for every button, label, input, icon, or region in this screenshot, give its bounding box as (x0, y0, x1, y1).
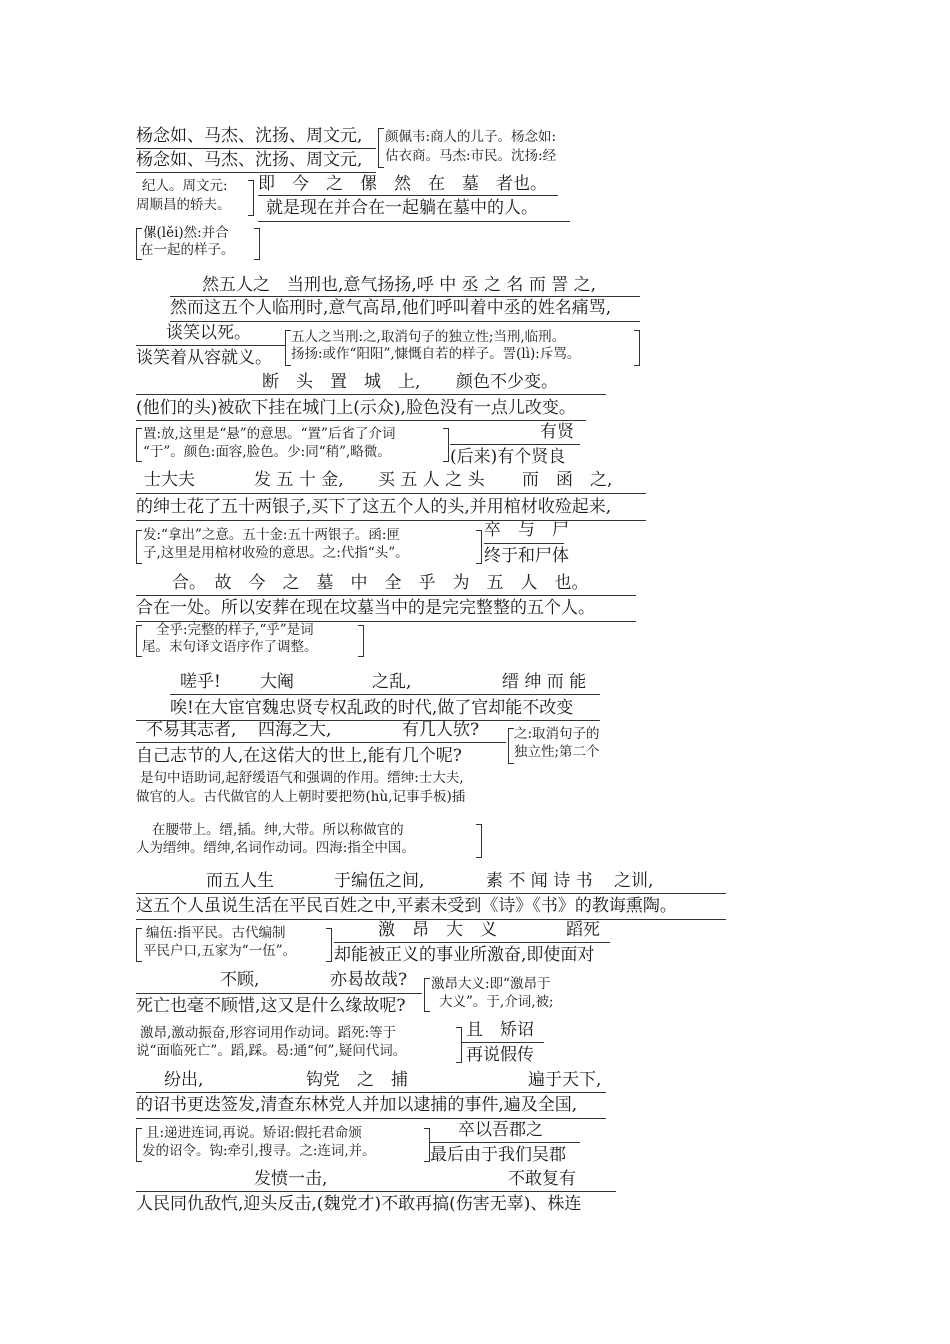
original-line: 卒以吾郡之 (458, 1120, 543, 1140)
note-line: 纪人。周文元: (142, 178, 228, 194)
note-line: 激昂大义:即“激昂于 (431, 976, 551, 992)
underline-rule (136, 172, 376, 173)
original-line: 谈笑以死。 (166, 323, 251, 343)
note-line: 做官的人。古代做官的人上朝时要把笏(hù,记事手板)插 (136, 789, 466, 805)
note-line: 是句中语助词,起舒缓语气和强调的作用。缙绅:士大夫, (140, 770, 464, 786)
translation-line: 的绅士花了五十两银子,买下了这五个人的头,并用棺材收殓起来, (136, 497, 612, 517)
original-line: 发愤一击, (254, 1169, 328, 1189)
note-bracket-right (443, 428, 449, 462)
underline-rule (258, 195, 558, 196)
original-line: 有几人欤? (402, 720, 480, 740)
original-line: 大阉 (260, 672, 294, 692)
translation-line: 这五个人虽说生活在平民百姓之中,平素未受到《诗》《书》的教诲熏陶。 (136, 896, 677, 916)
original-line: 遍于天下, (528, 1070, 602, 1090)
note-line: 激昂,激动振奋,形容词用作动词。蹈死:等于 (140, 1025, 397, 1041)
original-line: 钩党 之 捕 (306, 1070, 408, 1090)
underline-rule (136, 148, 376, 149)
original-line: 蹈死 (566, 920, 600, 940)
note-line: 全乎:完整的样子,“乎”是词 (156, 622, 314, 638)
underline-rule (170, 321, 640, 322)
underline-rule (136, 420, 586, 421)
translation-line: 就是现在并合在一起躺在墓中的人。 (266, 198, 538, 218)
note-line: 子,这里是用棺材收殓的意思。之:代指“头”。 (143, 545, 409, 561)
translation-line: (后来)有个贤良 (450, 447, 566, 467)
note-line: 编伍:指平民。古代编制 (146, 925, 286, 941)
note-bracket-right (476, 824, 482, 858)
original-line: 嗟乎! (180, 672, 221, 692)
note-bracket-right (634, 330, 640, 366)
translation-line: (他们的头)被砍下挂在城门上(示众),脸色没有一点儿改变。 (136, 398, 576, 418)
note-bracket-left (136, 428, 142, 462)
note-line: 之:取消句子的 (514, 726, 600, 742)
underline-rule (170, 694, 600, 695)
original-line: 缙 绅 而 能 (502, 672, 587, 692)
underline-rule (136, 1092, 606, 1093)
note-line: 在一起的样子。 (140, 242, 235, 258)
note-line: 且:递进连词,再说。矫诏:假托君命颁 (146, 1125, 362, 1141)
note-line: 发:“拿出”之意。五十金:五十两银子。函:匣 (143, 527, 400, 543)
note-line: 大义”。于,介词,被; (439, 994, 554, 1010)
underline-rule (450, 444, 580, 445)
note-line: “于”。颜色:面容,脸色。少:同“稍”,略微。 (143, 444, 391, 460)
original-line: 之乱, (372, 672, 412, 692)
underline-rule (258, 221, 570, 222)
note-bracket-right (254, 228, 260, 260)
note-bracket-left (424, 978, 430, 1012)
original-line: 合。 故 今 之 墓 中 全 乎 为 五 人 也。 (172, 573, 589, 593)
note-bracket-right (248, 180, 254, 216)
translation-line: 的诏书更迭签发,清查东林党人并加以逮捕的事件,遍及全国, (136, 1095, 578, 1115)
translation-line: 却能被正义的事业所激奋,即使面对 (334, 945, 595, 965)
note-line: 扬扬:或作“阳阳”,慷慨自若的样子。詈(lì):斥骂。 (291, 346, 581, 362)
note-line: 置:放,这里是“悬”的意思。“置”后省了介词 (143, 426, 396, 442)
underline-rule (136, 742, 506, 743)
note-bracket-left (136, 928, 142, 962)
note-bracket-left (378, 128, 384, 168)
original-line: 断 头 置 城 上, (262, 372, 421, 392)
original-line: 之训, (614, 871, 654, 891)
original-line: 发 五 十 金, (254, 470, 344, 490)
original-line: 不顾, (220, 970, 260, 990)
note-line: 五人之当刑:之,取消句子的独立性;当刑,临刑。 (291, 329, 566, 345)
original-line: 即 今 之 傫 然 在 墓 者也。 (258, 174, 547, 194)
note-bracket-right (358, 625, 364, 657)
underline-rule (170, 296, 640, 297)
translation-line: 人民同仇敌忾,迎头反击,(魏党才)不敢再搞(伤害无辜)、株连 (136, 1194, 582, 1214)
translation-line: 自己志节的人,在这偌大的世上,能有几个呢? (136, 746, 462, 766)
original-line: 士大夫 (144, 470, 195, 490)
note-line: 在腰带上。缙,插。绅,大带。所以称做官的 (152, 822, 404, 838)
original-line: 素 不 闻 诗 书 (486, 871, 593, 891)
translation-line: 终于和尸体 (484, 546, 569, 566)
underline-rule (136, 520, 646, 521)
underline-rule (136, 345, 286, 346)
note-line: 人为缙绅。缙绅,名词作动词。四海:指全中国。 (136, 840, 415, 856)
underline-rule (136, 493, 646, 494)
underline-rule (484, 543, 564, 544)
original-line: 且 矫诏 (466, 1020, 534, 1040)
note-bracket-left (136, 530, 142, 564)
underline-rule (136, 394, 606, 395)
original-line: 激 昂 大 义 (378, 920, 497, 940)
note-line: 周顺昌的轿夫。 (136, 197, 231, 213)
original-line: 买 五 人 之 头 (378, 470, 485, 490)
translation-line: 再说假传 (466, 1045, 534, 1065)
note-line: 颜佩韦:商人的儿子。杨念如: (385, 129, 557, 145)
underline-rule (136, 1191, 616, 1192)
original-line: 有贤 (540, 422, 574, 442)
original-line: 而 函 之, (522, 470, 613, 490)
note-line: 尾。末句译文语序作了调整。 (142, 639, 318, 655)
note-line: 独立性;第二个 (514, 744, 600, 760)
underline-rule (136, 893, 726, 894)
original-line: 卒 与 尸 (484, 520, 569, 540)
translation-line: 然而这五个人临刑时,意气高昂,他们呼叫着中丞的姓名痛骂, (170, 298, 612, 318)
underline-rule (334, 942, 610, 943)
original-line: 而五人生 (206, 871, 274, 891)
translation-line: 合在一处。所以安葬在现在坟墓当中的是完完整整的五个人。 (136, 598, 595, 618)
original-line: 颜色不少变。 (456, 372, 558, 392)
original-line: 然五人之 当刑也,意气扬扬,呼 中 丞 之 名 而 詈 之, (202, 275, 597, 295)
underline-rule (136, 1118, 606, 1119)
note-line: 说“面临死亡”。蹈,踩。曷:通“何”,疑问代词。 (136, 1043, 407, 1059)
translation-line: 最后由于我们吴郡 (430, 1145, 566, 1165)
original-line: 不敢复有 (508, 1169, 576, 1189)
translation-line: 唉!在大宦官魏忠贤专权乱政的时代,做了官却能不改变 (170, 698, 574, 718)
original-line: 四海之大, (258, 720, 332, 740)
original-line: 不易其志者, (146, 720, 237, 740)
note-bracket-right (456, 1027, 462, 1063)
underline-rule (462, 1042, 544, 1043)
original-line: 纷出, (164, 1070, 204, 1090)
underline-rule (136, 993, 422, 994)
note-bracket-right (326, 928, 332, 962)
original-line: 于编伍之间, (334, 871, 425, 891)
underline-rule (136, 595, 636, 596)
translation-line: 杨念如、马杰、沈扬、周文元, (136, 150, 363, 170)
original-line: 亦曷故哉? (330, 970, 408, 990)
note-line: 傫(lěi)然:并合 (143, 225, 229, 241)
original-line: 杨念如、马杰、沈扬、周文元, (136, 126, 363, 146)
note-line: 估衣商。马杰:市民。沈扬:经 (385, 148, 557, 164)
underline-rule (430, 1142, 580, 1143)
note-line: 发的诏令。钩:牵引,搜寻。之:连词,并。 (142, 1143, 376, 1159)
note-bracket-right (476, 530, 482, 564)
note-line: 平民户口,五家为“一伍”。 (143, 943, 297, 959)
translation-line: 死亡也毫不顾惜,这又是什么缘故呢? (136, 996, 406, 1016)
translation-line: 谈笑着从容就义。 (136, 348, 272, 368)
